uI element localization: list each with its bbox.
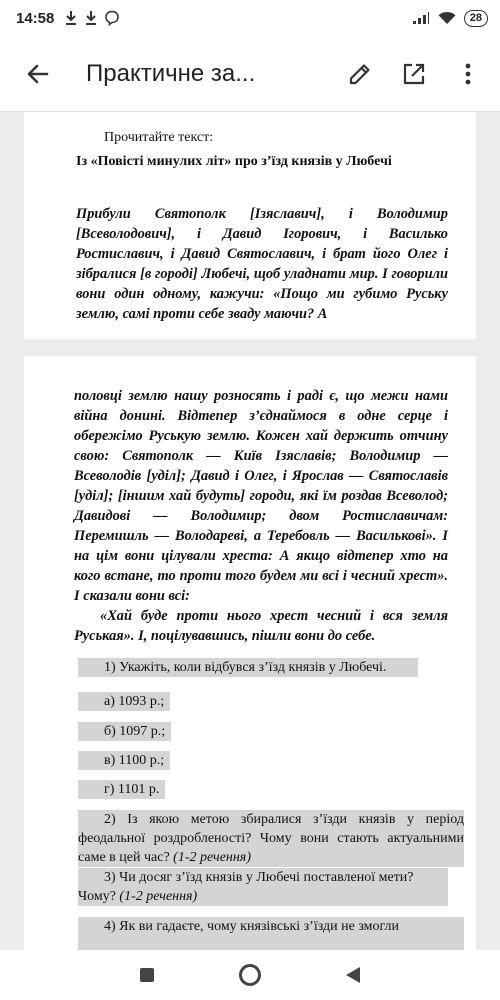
question-2-hint: (1-2 речення) [173,850,251,865]
viber-icon [104,10,120,26]
back-triangle-icon [345,966,361,984]
question-3-text: 3) Чи досяг з’їзд князів у Любечі поставленої мети? Чому? [78,870,414,904]
document-title: Практичне за... [86,59,256,87]
open-in-new-icon [401,61,427,87]
open-in-app-button[interactable] [392,52,436,96]
status-bar [0,0,500,36]
intro-text: Прочитайте текст: [104,130,214,145]
question-1: 1) Укажіть, коли відбувся з’їзд князів у Любечі. [78,658,418,677]
recents-square-icon [139,967,155,983]
document-page-2 [24,356,476,956]
system-back-button[interactable] [333,955,373,995]
source-paragraph-1: Прибули Святополк [Ізяславич], і Володимир [Всеволодович], і Давид Ігорович, і Василько Ростиславич, і Давид Святославич, і брат його Олег і зібралися [в городі] Любечі, щоб уладнати мир. І говорили вони один одному, кажучи: «Пощо ми губимо Руську землю, самі проти себе зваду маючи? А [76,206,448,322]
answer-option-b: б) 1097 р.; [78,722,171,741]
edit-button[interactable] [338,52,382,96]
back-button[interactable] [10,46,66,102]
back-arrow-icon [25,61,51,87]
source-paragraph-2: половці землю нашу розносять і раді є, що межи нами війна донині. Відтепер з’єднаймося в одне серце і обережімо Руськую землю. Кожен хай держить отчину свою: Святополк — Київ Ізяславів; Володимир — Всеволодів [уділ]; Давид і Олег, і Ярослав — Святославів [уділ]; [іншим хай будуть] городи, які їм роздав Всеволод; Давидові — Володимир; двом Ростиславичам: Перемишль — Володареві, а Теребовль — Васильковi». І на цім вони цілували хреста: А якщо відтепер хто на кого встане, то проти того будем ми всі і чесний хрест». І сказали вони всі: [74,388,448,604]
document-viewer[interactable] [0,112,500,950]
question-2 [78,810,464,867]
status-time: 14:58 [16,9,55,27]
download-icon [84,10,98,26]
wifi-icon [438,11,456,25]
document-page-1 [24,112,476,339]
more-options-button[interactable] [446,52,490,96]
question-4: 4) Як ви гадаєте, чому князівські з’їзди не змогли [78,917,464,956]
more-vert-icon [464,62,472,86]
answer-option-d: г) 1101 р. [78,780,165,799]
system-icons [412,10,488,27]
question-2-text: 2) Із якою метою збиралися з’їзди князів у період феодальної роздробленості? Чому вони стають актуальними саме в цей час? [78,812,464,865]
home-circle-icon [238,963,262,987]
answer-option-a: а) 1093 р.; [78,692,170,711]
app-bar-actions [338,52,500,96]
edit-icon [347,61,373,87]
download-icon [64,10,78,26]
answer-option-c: в) 1100 р.; [78,751,170,770]
app-bar [0,36,500,112]
recents-button[interactable] [127,955,167,995]
text-heading: Із «Повісті минулих літ» про з’їзд князів у Любечі [76,154,392,169]
battery-icon: 28 [464,10,488,27]
question-3 [78,868,448,906]
source-quote: «Хай буде проти нього хрест чесний і вся земля Руськая». І, поцілувавшись, пішли вони до себе. [74,608,448,644]
question-3-hint: (1-2 речення) [119,889,198,904]
signal-icon [412,11,430,25]
system-navigation-bar [0,950,500,1000]
notification-icons [64,10,120,26]
home-button[interactable] [230,955,270,995]
